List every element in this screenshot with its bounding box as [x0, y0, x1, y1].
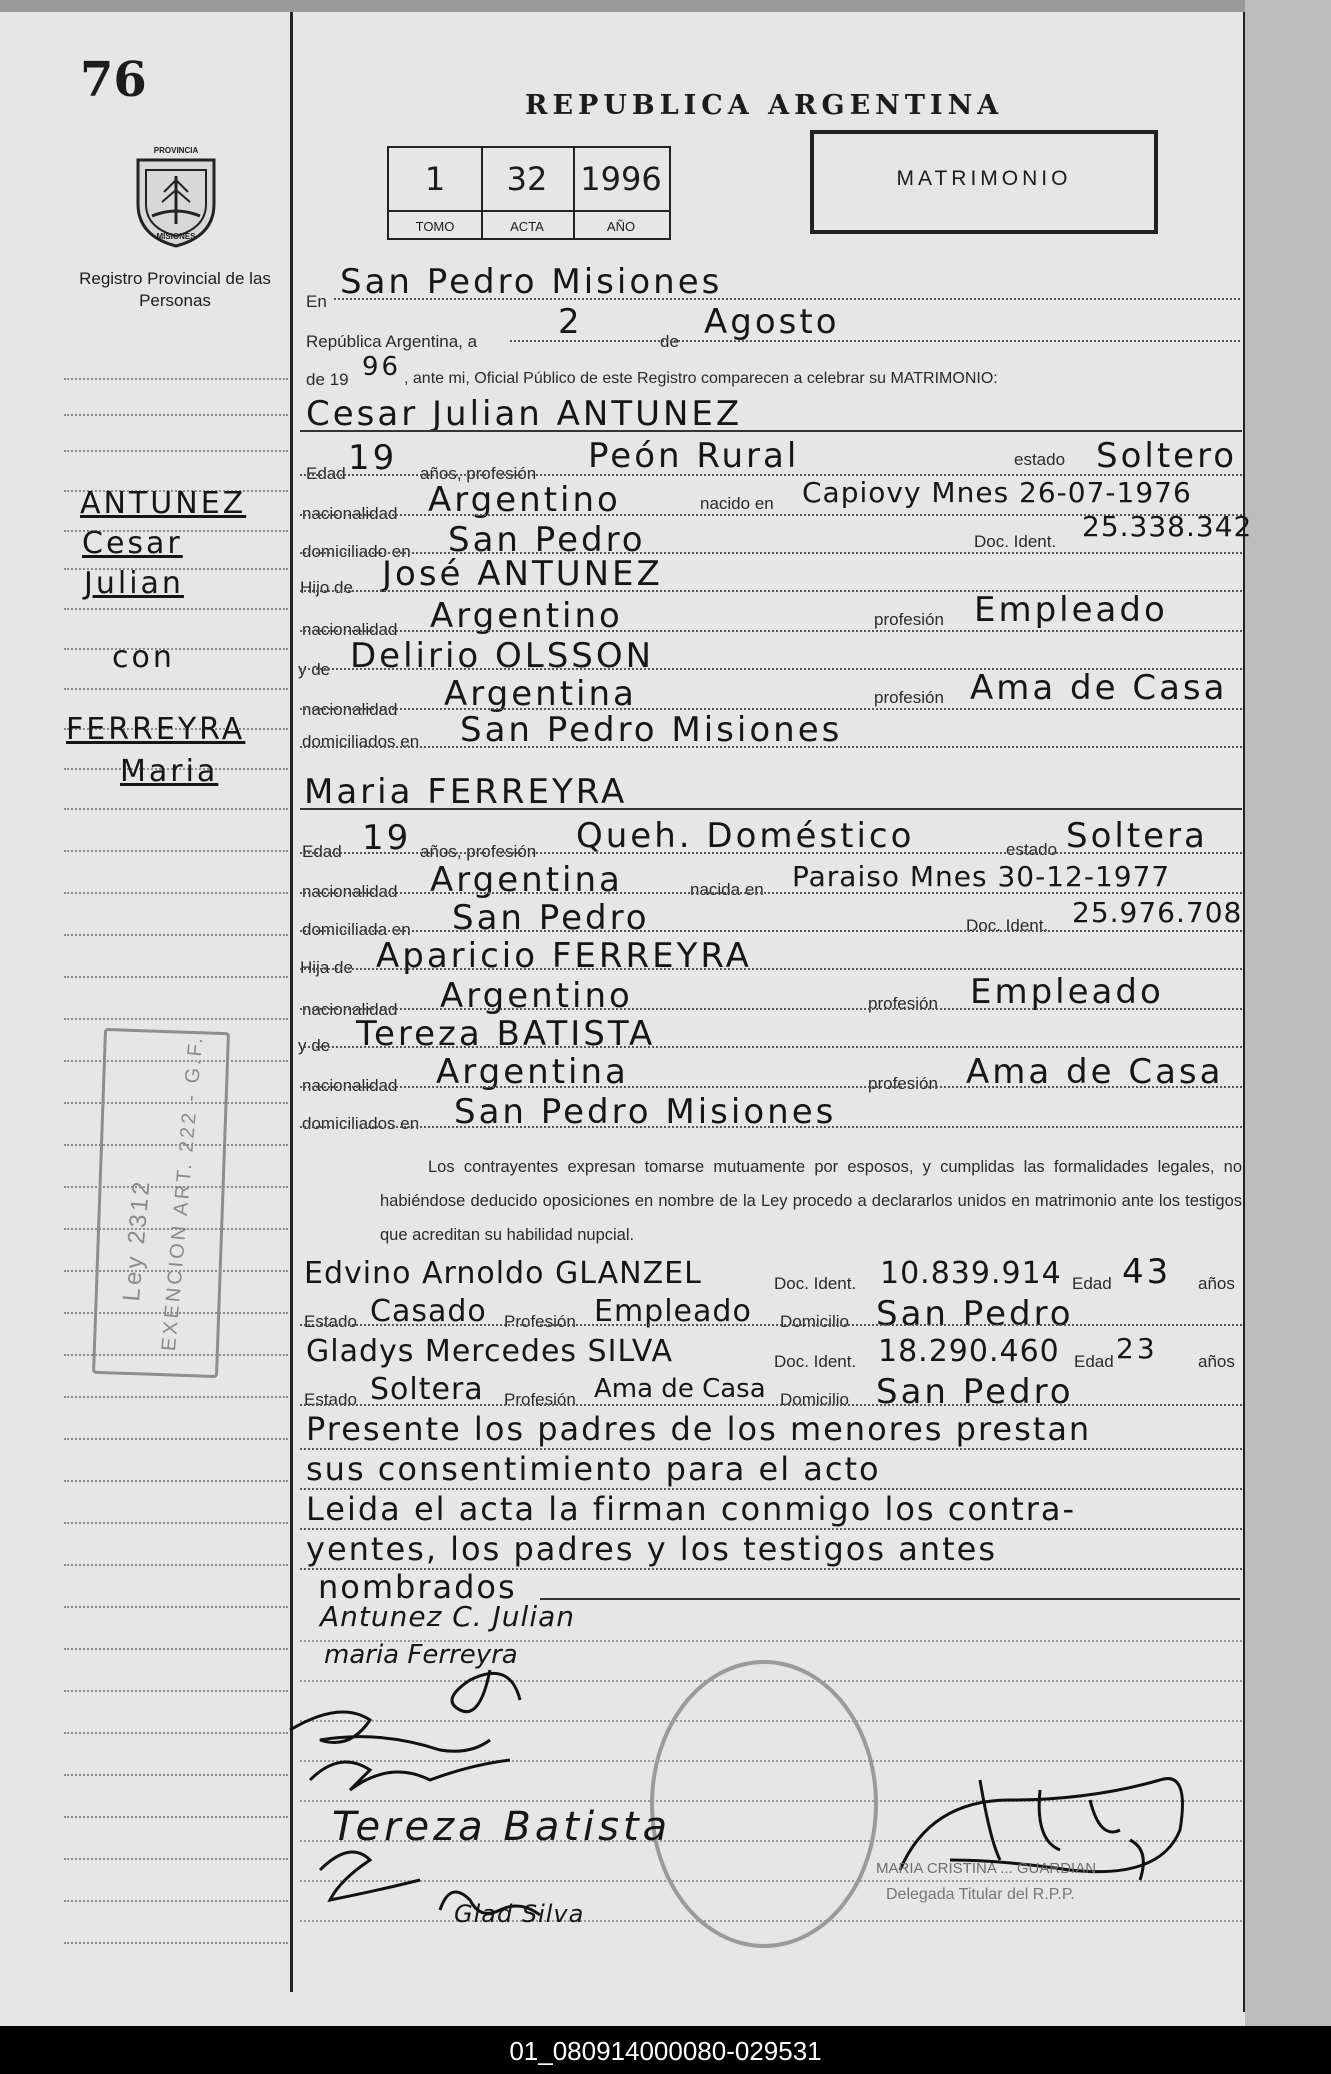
- ano-label: AÑO: [606, 219, 636, 234]
- groom-mother-prof-label: profesión: [874, 688, 944, 707]
- witness1-edad: 43: [1122, 1252, 1172, 1292]
- page-number: 76: [80, 52, 147, 108]
- witness2-doc-label: Doc. Ident.: [774, 1352, 857, 1371]
- groom-mother-nac: Argentina: [444, 674, 637, 714]
- bride-father-prof: Empleado: [970, 972, 1164, 1012]
- witness1-estado: Casado: [370, 1294, 487, 1329]
- groom-father-prof: Empleado: [974, 590, 1168, 630]
- official-role: Delegada Titular del R.P.P.: [886, 1886, 1075, 1903]
- witness1-name: Edvino Arnoldo GLANZEL: [304, 1256, 702, 1291]
- groom-parents-dom: San Pedro Misiones: [460, 710, 843, 750]
- signature-bride: maria Ferreyra: [324, 1640, 518, 1670]
- document-title: REPUBLICA ARGENTINA: [525, 90, 1004, 121]
- witness1-edad-label: Edad: [1072, 1274, 1112, 1293]
- stamp-ley: Ley 2312: [118, 1177, 156, 1303]
- note-line-2: sus consentimiento para el acto: [306, 1450, 881, 1488]
- witness2-doc: 18.290.460: [878, 1334, 1060, 1369]
- margin-surname-groom: ANTUNEZ: [80, 486, 247, 521]
- signature-groom: Antunez C. Julian: [320, 1600, 576, 1633]
- witness2-prof-label: Profesión: [504, 1390, 576, 1409]
- witness1-doc-label: Doc. Ident.: [774, 1274, 857, 1293]
- acta-value: 32: [506, 160, 548, 198]
- registry-round-seal: [650, 1660, 878, 1948]
- bride-nacida: Paraiso Mnes 30-12-1977: [792, 860, 1171, 893]
- witness1-prof: Empleado: [594, 1294, 752, 1329]
- bride-doc: 25.976.708: [1072, 896, 1243, 929]
- groom-nacido: Capiovy Mnes 26-07-1976: [802, 476, 1192, 509]
- witness2-prof: Ama de Casa: [594, 1374, 766, 1404]
- scan-id: 01_080914000080-029531: [509, 2036, 822, 2066]
- witness1-prof-label: Profesión: [504, 1312, 576, 1331]
- note-line-4: yentes, los padres y los testigos antes: [306, 1530, 997, 1568]
- groom-mother-label: y de: [298, 660, 331, 679]
- bride-edad: 19: [362, 818, 412, 858]
- groom-doc-label: Doc. Ident.: [974, 532, 1057, 551]
- page-right-border: [1243, 12, 1245, 2012]
- margin-middlename-groom: Julian: [84, 566, 184, 601]
- groom-profesion: Peón Rural: [588, 436, 800, 476]
- bride-father-nac: Argentino: [440, 976, 633, 1016]
- margin-surname-bride: FERREYRA: [66, 712, 246, 747]
- tomo-value: 1: [424, 160, 446, 198]
- year-suffix: 96: [362, 352, 402, 382]
- groom-father-nac: Argentino: [430, 596, 623, 636]
- tomo-label: TOMO: [415, 219, 455, 234]
- groom-father-nac-label: nacionalidad: [302, 620, 398, 639]
- groom-dom-label: domiciliado en: [302, 542, 411, 561]
- groom-estado: Soltero: [1096, 436, 1238, 476]
- witness2-dom-label: Domicilio: [780, 1390, 849, 1409]
- declaration-text: Los contrayentes expresan tomarse mutuamente por esposos, y cumplidas las formalidades legales, no habiéndose deducido oposiciones en nombre de la Ley procedo a declararlos unidos en matrimonio ante los testigos que acreditan su habilidad nupcial.: [380, 1158, 1242, 1244]
- bride-dom-label: domiciliada en: [302, 920, 411, 939]
- year-prefix: de 19: [306, 370, 349, 389]
- bride-nacida-label: nacida en: [690, 880, 764, 899]
- groom-nac-label: nacionalidad: [302, 504, 398, 523]
- tomo-acta-box: [387, 146, 671, 240]
- groom-nacionalidad: Argentino: [428, 480, 621, 520]
- ano-value: 1996: [580, 160, 662, 198]
- bride-anos-profesion: años, profesión: [420, 842, 537, 861]
- groom-name: Cesar Julian ANTUNEZ: [306, 394, 743, 434]
- note-line-3: Leida el acta la firman conmigo los contra-: [306, 1490, 1077, 1528]
- comparecen-text: , ante mi, Oficial Público de este Registro comparecen a celebrar su MATRIMONIO:: [404, 370, 998, 387]
- note-line-1: Presente los padres de los menores prestan: [306, 1410, 1092, 1448]
- matrimonio-label: MATRIMONIO: [896, 167, 1072, 190]
- witness2-estado: Soltera: [370, 1372, 484, 1407]
- bride-mother-nac: Argentina: [436, 1052, 629, 1092]
- seal-bottom-text: MISIONES: [156, 232, 196, 241]
- bride-parents-dom-label: domiciliados en: [302, 1114, 420, 1133]
- groom-hijo-label: Hijo de: [300, 578, 353, 597]
- note-line-5: nombrados: [318, 1568, 517, 1606]
- bride-nacionalidad: Argentina: [430, 860, 623, 900]
- bride-mother: Tereza BATISTA: [356, 1014, 656, 1054]
- bride-father-prof-label: profesión: [868, 994, 938, 1013]
- bride-nac-label: nacionalidad: [302, 882, 398, 901]
- signature-bride-mother: Tereza Batista: [332, 1804, 672, 1850]
- witness2-edad-label: Edad: [1074, 1352, 1114, 1371]
- groom-mother-prof: Ama de Casa: [970, 668, 1228, 708]
- bride-mother-label: y de: [298, 1036, 331, 1055]
- matrimonio-box: [810, 130, 1158, 234]
- bride-father: Aparicio FERREYRA: [376, 936, 752, 976]
- bride-estado: Soltera: [1066, 816, 1208, 856]
- seal-top-text: PROVINCIA: [153, 146, 199, 155]
- witness2-edad: 23: [1116, 1332, 1158, 1365]
- groom-estado-label: estado: [1014, 450, 1066, 469]
- en-label: En: [306, 292, 327, 311]
- margin-con: con: [112, 640, 175, 675]
- bride-mother-prof-label: profesión: [868, 1074, 938, 1093]
- groom-father-prof-label: profesión: [874, 610, 944, 629]
- witness2-domicilio: San Pedro: [876, 1372, 1074, 1412]
- republica-label: República Argentina, a: [306, 332, 478, 351]
- groom-doc: 25.338.342: [1082, 510, 1253, 543]
- acta-label: ACTA: [510, 219, 544, 234]
- bride-estado-label: estado: [1006, 840, 1058, 859]
- bride-edad-label: Edad: [302, 842, 342, 861]
- groom-father: José ANTUNEZ: [382, 554, 663, 594]
- registro-name: Registro Provincial de las Personas: [79, 269, 271, 310]
- stamp-exencion: EXENCION ART. 222 - G.F.: [158, 1033, 208, 1352]
- witness1-doc: 10.839.914: [880, 1256, 1062, 1291]
- groom-edad-label: Edad: [306, 464, 346, 483]
- scan-footer: [0, 2026, 1331, 2074]
- witness1-domicilio: San Pedro: [876, 1294, 1074, 1334]
- margin-firstname-bride: Maria: [120, 754, 219, 789]
- witness2-anos-label: años: [1198, 1352, 1235, 1371]
- day-value: 2: [558, 302, 583, 342]
- witness2-name: Gladys Mercedes SILVA: [306, 1334, 673, 1369]
- ano-cell: [573, 148, 669, 238]
- bride-name: Maria FERREYRA: [304, 772, 628, 812]
- groom-mother: Delirio OLSSON: [350, 636, 655, 676]
- groom-parents-dom-label: domiciliados en: [302, 732, 420, 751]
- month-value: Agosto: [704, 302, 840, 342]
- witness2-estado-label: Estado: [304, 1390, 357, 1409]
- groom-anos-profesion: años, profesión: [420, 464, 537, 483]
- bride-profesion: Queh. Doméstico: [576, 816, 915, 856]
- de-label: de: [660, 332, 679, 351]
- bride-parents-dom: San Pedro Misiones: [454, 1092, 837, 1132]
- witness1-estado-label: Estado: [304, 1312, 357, 1331]
- handwritten-signatures-icon: [280, 1640, 660, 1940]
- signature-witness2: Glad Silva: [454, 1900, 585, 1928]
- groom-nacido-label: nacido en: [700, 494, 774, 513]
- next-page-edge: [1245, 0, 1331, 2026]
- witness1-anos-label: años: [1198, 1274, 1235, 1293]
- witness1-dom-label: Domicilio: [780, 1312, 849, 1331]
- groom-edad: 19: [348, 438, 398, 478]
- bride-doc-label: Doc. Ident.: [966, 916, 1049, 935]
- official-name: MARIA CRISTINA ... GUARDIAN: [876, 1860, 1097, 1877]
- groom-domicilio: San Pedro: [448, 520, 646, 560]
- bride-father-nac-label: nacionalidad: [302, 1000, 398, 1019]
- bride-mother-nac-label: nacionalidad: [302, 1076, 398, 1095]
- bride-mother-prof: Ama de Casa: [966, 1052, 1224, 1092]
- place-value: San Pedro Misiones: [340, 262, 723, 302]
- groom-mother-nac-label: nacionalidad: [302, 700, 398, 719]
- scan-edge: [0, 0, 1331, 12]
- bride-domicilio: San Pedro: [452, 898, 650, 938]
- acta-cell: [481, 148, 575, 238]
- tomo-cell: [389, 148, 483, 238]
- bride-hija-label: Hija de: [300, 958, 353, 977]
- margin-firstname-groom: Cesar: [82, 526, 183, 561]
